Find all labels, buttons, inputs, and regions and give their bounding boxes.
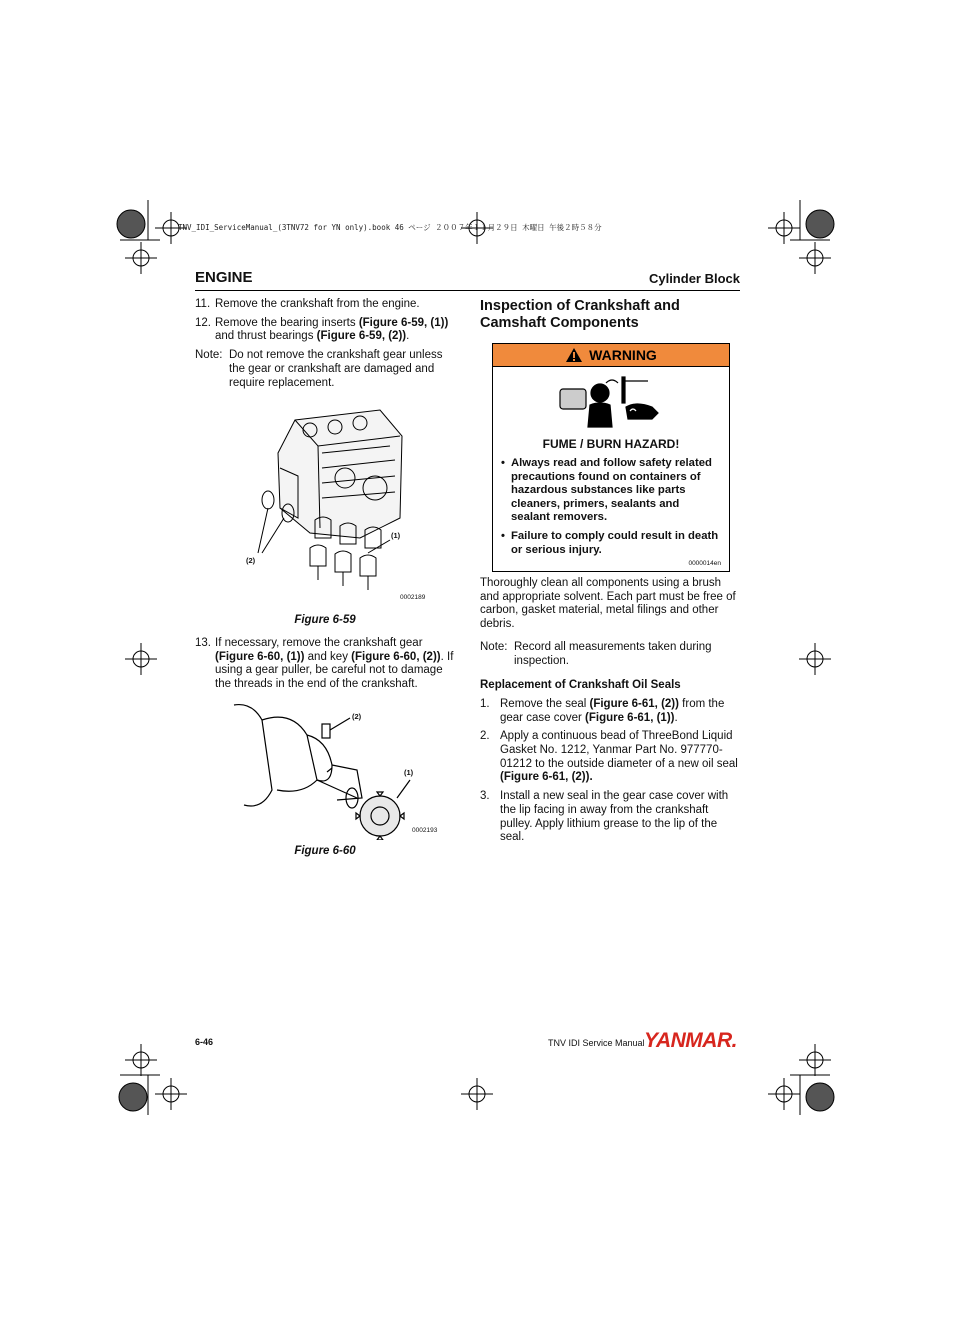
fig60-callout-1: (1): [404, 768, 414, 777]
fig60-code: 0002193: [412, 827, 438, 834]
warning-header: WARNING: [493, 344, 729, 367]
warning-item: • Failure to comply could result in death or serious injury.: [501, 529, 719, 556]
figure-6-59-caption: Figure 6-59: [294, 614, 356, 626]
warning-box: [492, 343, 730, 572]
step-11: 11. Remove the crankshaft from the engine.: [195, 298, 420, 310]
fig59-code: 0002189: [400, 594, 426, 601]
fume-burn-hazard-icon: [556, 373, 666, 429]
figure-6-60-caption: Figure 6-60: [294, 845, 356, 857]
step-13: 13. If necessary, remove the crankshaft gear (Figure 6-60, (1)) and key (Figure 6-60, (2)). If using a gear puller, be careful not to damage the threads in the end of the crankshaft.: [195, 637, 454, 691]
fig59-callout-1: (1): [391, 531, 401, 540]
seal-step-3: 3. Install a new seal in the gear case cover with the lip facing in away from the crankshaft pulley. Apply lithium grease to the lip of the seal.: [480, 790, 729, 844]
section-title: ENGINE: [195, 269, 253, 286]
warning-item: • Always read and follow safety related precautions found on containers of hazardous substances like parts cleaners, primers, sealants and sealant removers.: [501, 457, 712, 524]
warning-code: 0000014en: [688, 560, 721, 567]
step-12: 12. Remove the bearing inserts (Figure 6-59, (1)) and thrust bearings (Figure 6-59, (2)).: [195, 316, 449, 343]
oil-seal-subheading: Replacement of Crankshaft Oil Seals: [480, 679, 681, 692]
fig59-callout-2: (2): [246, 556, 256, 565]
manual-title: TNV IDI Service Manual: [548, 1038, 645, 1048]
right-column-body: [480, 577, 740, 850]
left-column-lower: [195, 637, 455, 697]
inspection-heading: Inspection of Crankshaft and Camshaft Components: [480, 298, 680, 331]
warning-list: [501, 457, 719, 557]
header-rule: [195, 290, 740, 291]
topic-title: Cylinder Block: [648, 271, 740, 286]
engine-block-illustration: [240, 408, 440, 603]
note-measurements: Note: Record all measurements taken during inspection.: [480, 640, 712, 667]
seal-step-2: 2. Apply a continuous bead of ThreeBond Liquid Gasket No. 1212, Yanmar Part No. 977770-01212 to the outside diameter of a new oil seal (Figure 6-61, (2)).: [480, 730, 738, 784]
warning-triangle-icon: [565, 347, 583, 363]
yanmar-logo: YANMAR.: [644, 1029, 737, 1052]
print-info-line: TNV_IDI_ServiceManual_(3TNV72 for YN only).book 46 ページ ２００７年１１月２９日 木曜日 午後２時５８分: [178, 223, 602, 232]
fig60-callout-2: (2): [352, 712, 362, 721]
cleaning-paragraph: Thoroughly clean all components using a brush and appropriate solvent. Each part must be free of carbon, gasket material, metal filings and other debris.: [480, 577, 736, 631]
seal-step-1: 1. Remove the seal (Figure 6-61, (2)) from the gear case cover (Figure 6-61, (1)).: [480, 697, 725, 724]
left-column: [195, 298, 455, 390]
note-gear: Note: Do not remove the crankshaft gear unless the gear or crankshaft are damaged and require replacement.: [195, 349, 443, 389]
hazard-title: FUME / BURN HAZARD!: [542, 437, 680, 451]
page-number: 6-46: [195, 1037, 214, 1047]
